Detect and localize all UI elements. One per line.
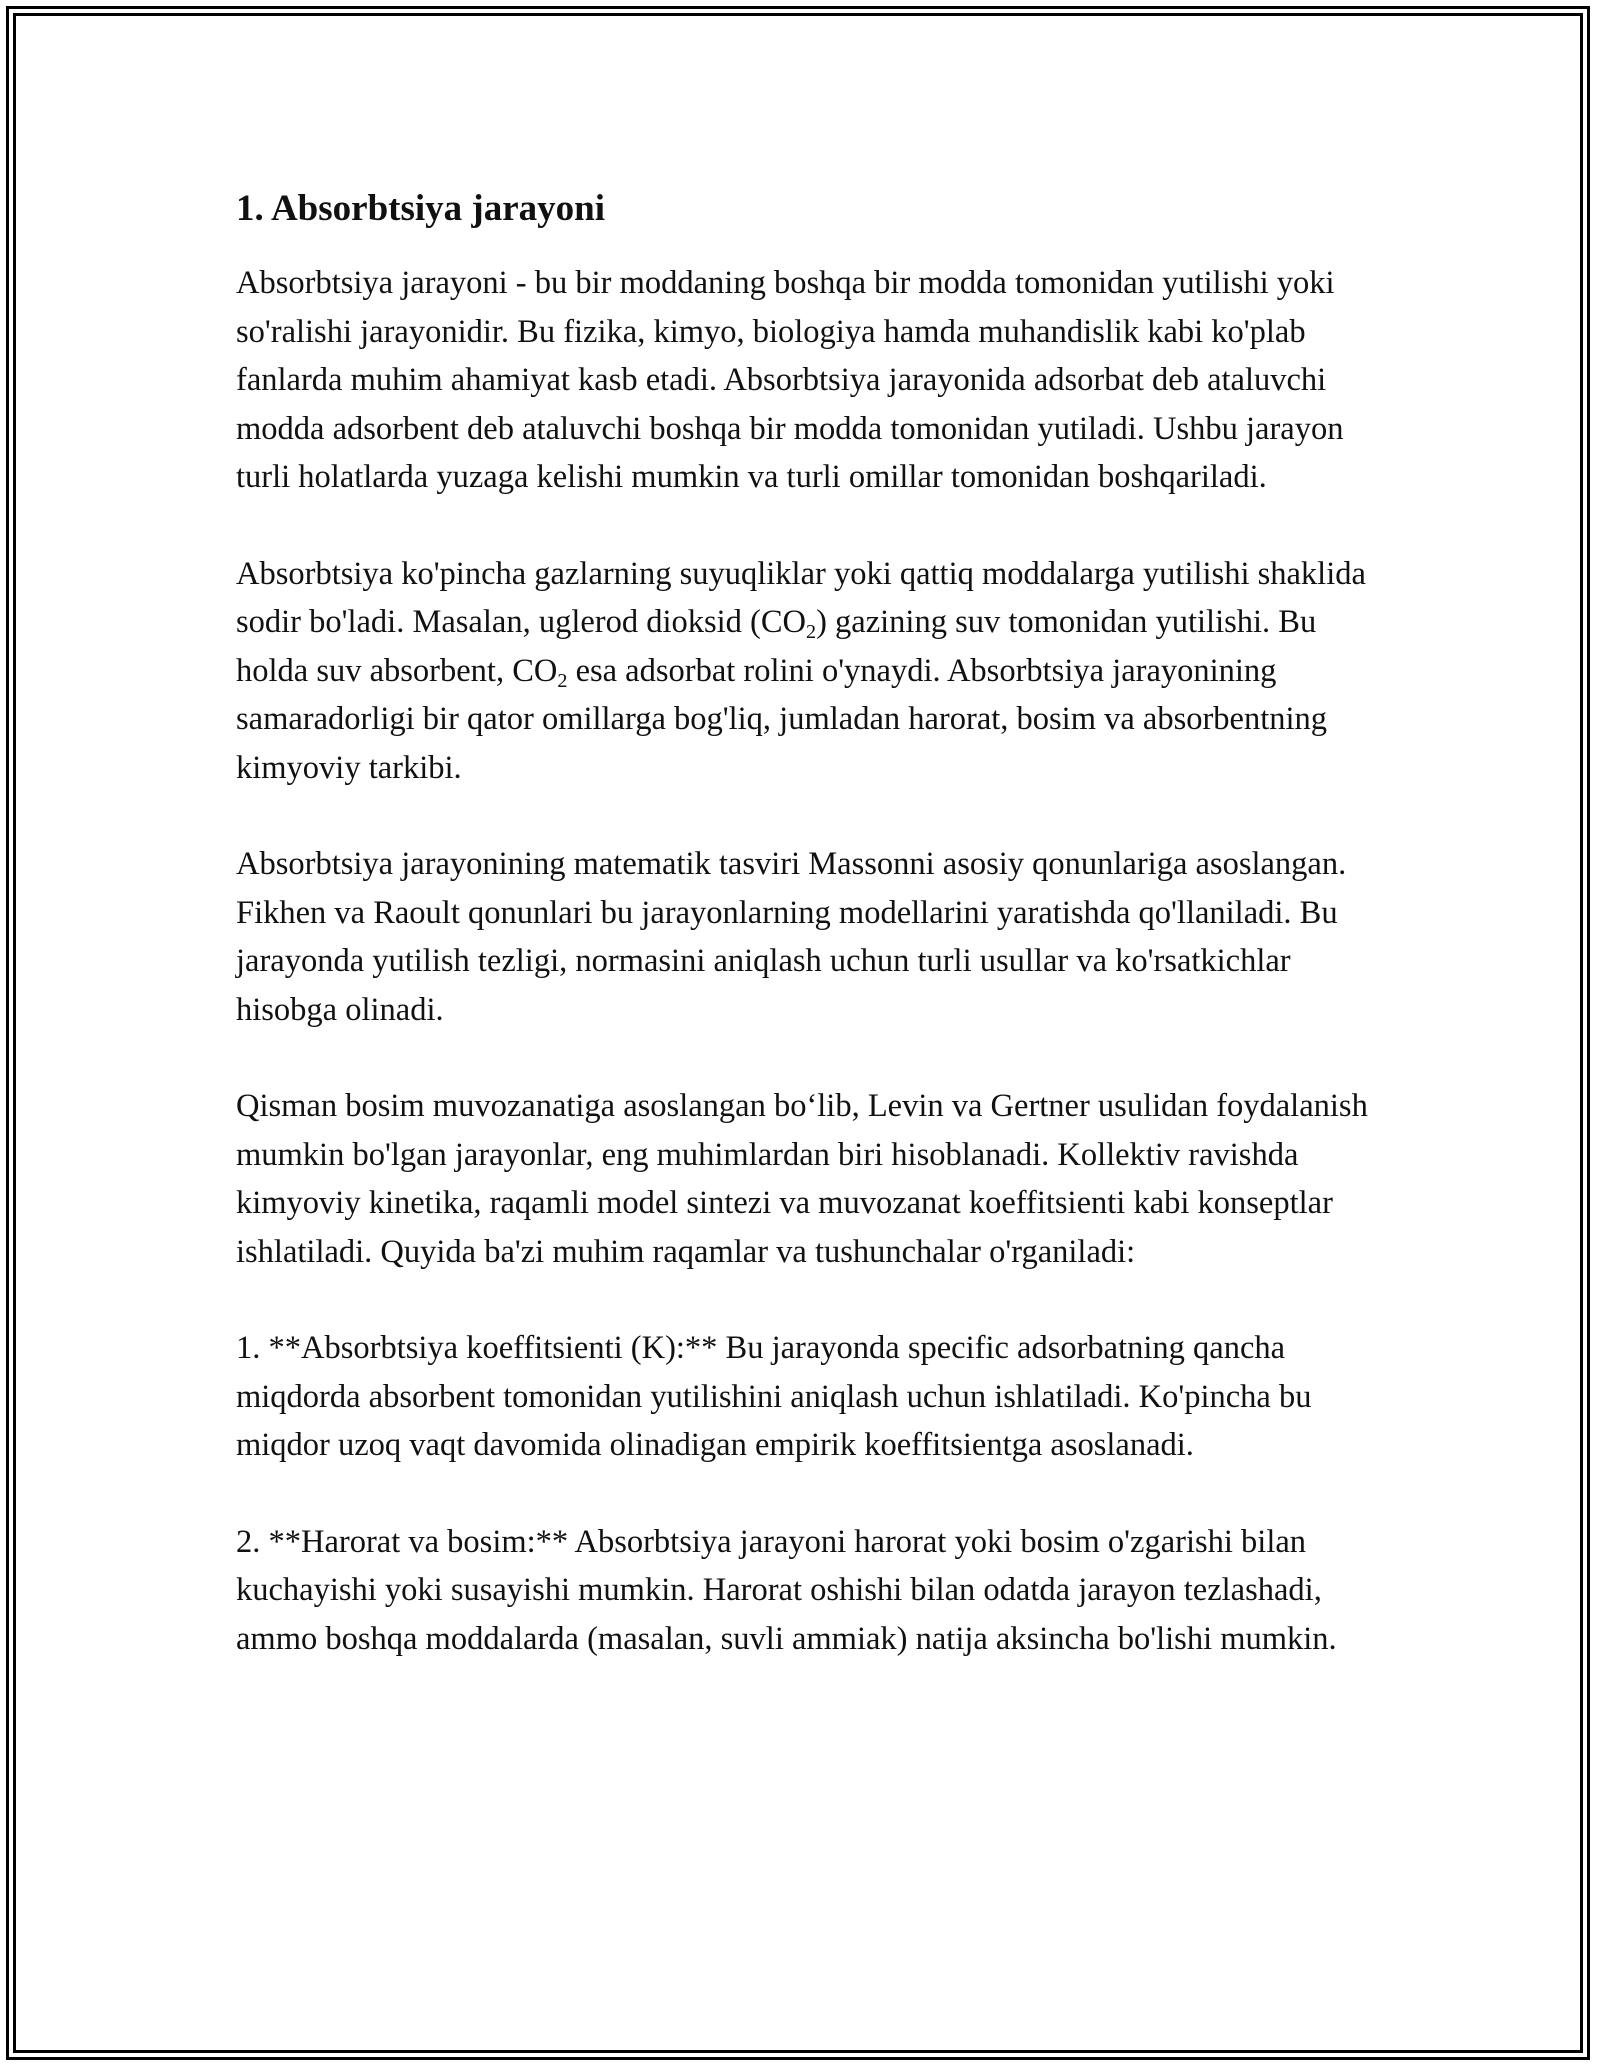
- paragraph-definition: Absorbtsiya jarayoni - bu bir moddaning boshqa bir modda tomonidan yutilishi yoki so'ralishi jarayonidir. Bu fizika, kimyo, biologiya hamda muhandislik kabi ko'plab fanlarda muhim ahamiyat kasb etadi. Absorbtsiya jarayonida adsorbat deb ataluvchi modda adsorbent deb ataluvchi boshqa bir modda tomonidan yutiladi. Ushbu jarayon turli holatlarda yuzaga kelishi mumkin va turli omillar tomonidan boshqariladi.: [236, 265, 1344, 496]
- section-heading: 1. Absorbtsiya jarayoni: [236, 188, 606, 229]
- paragraph-text: esa adsorbat rolini o'ynaydi. Absorbtsiya jarayonining samaradorligi bir qator omillarga bog'liq, jumladan harorat, bosim va absorbentning kimyoviy tarkibi.: [236, 652, 1328, 786]
- paragraph-text: ) gazining suv tomonidan yutilishi. Bu holda suv absorbent, CO: [236, 604, 1317, 689]
- list-item-coefficient: 1. **Absorbtsiya koeffitsienti (K):** Bu jarayonda specific adsorbatning qancha miqdorda absorbent tomonidan yutilishini aniqlash uchun ishlatiladi. Ko'pincha bu miqdor uzoq vaqt davomida olinadigan empirik koeffitsientga asoslanadi.: [236, 1330, 1312, 1464]
- subscript: 2: [806, 621, 817, 644]
- paragraph-partial-pressure: Qisman bosim muvozanatiga asoslangan bo‘lib, Levin va Gertner usulidan foydalanish mumkin bo'lgan jarayonlar, eng muhimlardan biri hisoblanadi. Kollektiv ravishda kimyoviy kinetika, raqamli model sintezi va muvozanat koeffitsienti kabi konseptlar ishlatiladi. Quyida ba'zi muhim raqamlar va tushunchalar o'rganiladi:: [236, 1088, 1368, 1270]
- paragraph-mathematical-model: Absorbtsiya jarayonining matematik tasviri Massonni asosiy qonunlariga asoslangan. Fikhen va Raoult qonunlari bu jarayonlarning modellarini yaratishda qo'llaniladi. Bu jarayonda yutilish tezligi, normasini aniqlash uchun turli usullar va ko'rsatkichlar hisobga olinadi.: [236, 846, 1347, 1028]
- paragraph-text: Absorbtsiya ko'pincha gazlarning suyuqliklar yoki qattiq moddalarga yutilishi shaklida sodir bo'ladi. Masalan, uglerod dioksid (CO: [236, 555, 1366, 641]
- list-item-temperature-pressure: 2. **Harorat va bosim:** Absorbtsiya jarayoni harorat yoki bosim o'zgarishi bilan kuchayishi yoki susayishi mumkin. Harorat oshishi bilan odatda jarayon tezlashadi, ammo boshqa moddalarda (masalan, suvli ammiak) natija aksincha bo'lishi mumkin.: [236, 1523, 1337, 1657]
- paragraph-gas-absorption: [236, 550, 1386, 793]
- document-body: [236, 185, 1386, 1711]
- subscript: 2: [557, 669, 568, 692]
